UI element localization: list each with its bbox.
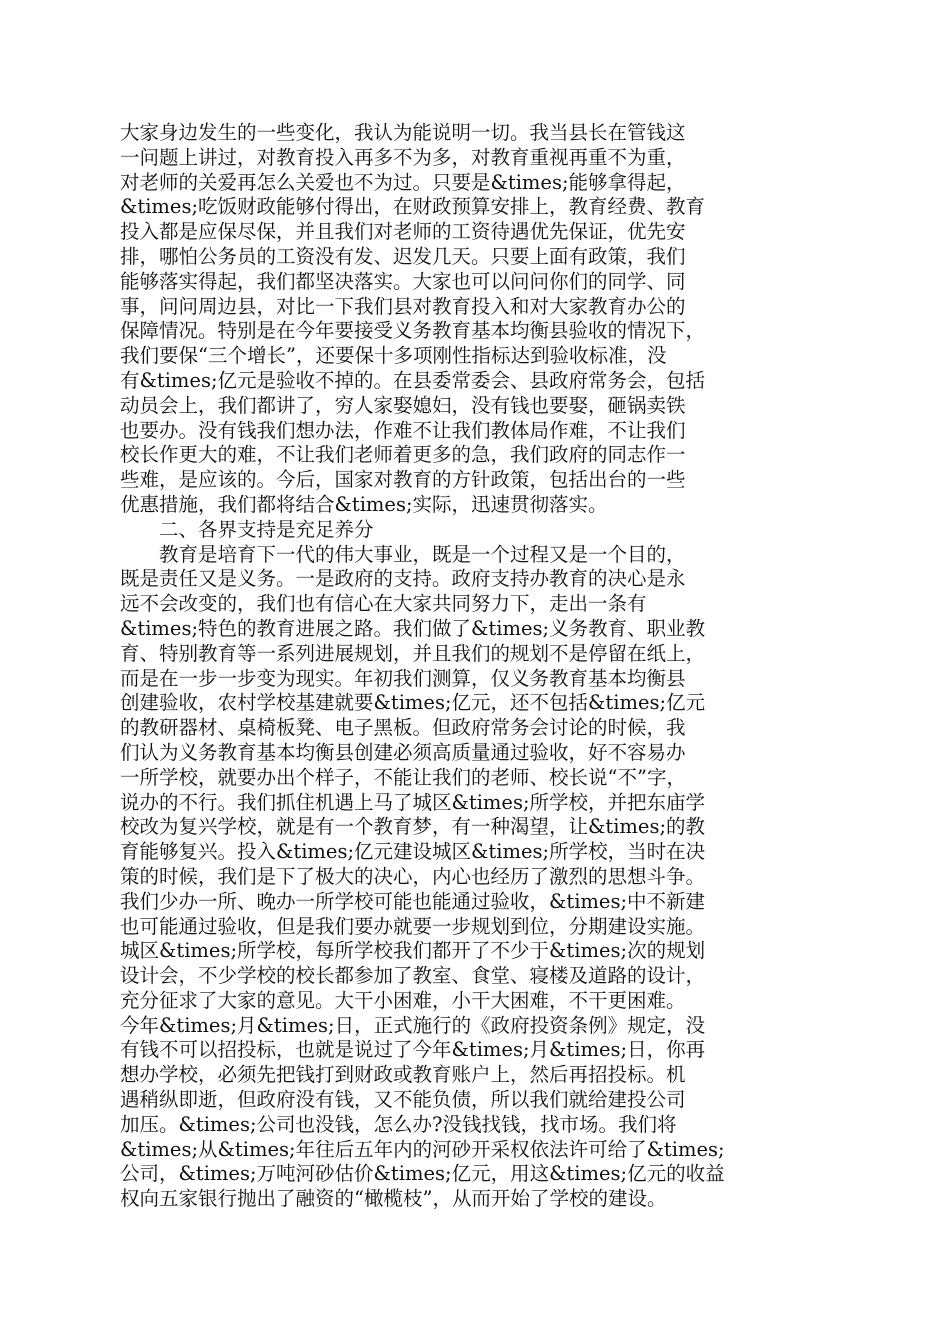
text-line: 排，哪怕公务员的工资没有发、迟发几天。只要上面有政策，我们 <box>120 244 686 268</box>
text-line: 校长作更大的难，不让我们老师着更多的急，我们政府的同志作一 <box>120 443 686 467</box>
text-line: 充分征求了大家的意见。大干小困难，小干大困难，不干更困难。 <box>120 988 686 1012</box>
text-line: 投入都是应保尽保，并且我们对老师的工资待遇优先保证，优先安 <box>120 220 686 244</box>
text-line: 加压。&times;公司也没钱，怎么办?没钱找钱，找市场。我们将 <box>120 1112 677 1136</box>
text-line: 我们要保“三个增长”，还要保十多项刚性指标达到验收标准，没 <box>120 344 667 368</box>
text-line: 也可能通过验收，但是我们要办就要一步规划到位，分期建设实施。 <box>120 914 706 938</box>
text-line: &times;从&times;年往后五年内的河砂开采权依法许可给了&times; <box>120 1137 725 1161</box>
text-line: 城区&times;所学校，每所学校我们都开了不少于&times;次的规划 <box>120 939 706 963</box>
text-line: 权向五家银行抛出了融资的“橄榄枝”，从而开始了学校的建设。 <box>120 1187 667 1211</box>
section-heading: 二、各界支持是充足养分 <box>120 517 374 541</box>
text-line: 创建验收，农村学校基建就要&times;亿元，还不包括&times;亿元 <box>120 691 706 715</box>
text-line: 有&times;亿元是验收不掉的。在县委常委会、县政府常务会，包括 <box>120 368 706 392</box>
text-line: 有钱不可以招投标，也就是说过了今年&times;月&times;日，你再 <box>120 1038 706 1062</box>
text-line: 大家身边发生的一些变化，我认为能说明一切。我当县长在管钱这 <box>120 121 686 144</box>
text-line: 校改为复兴学校，就是有一个教育梦，有一种渴望，让&times;的教 <box>120 815 706 839</box>
text-line: 优惠措施，我们都将结合&times;实际，迅速贯彻落实。 <box>120 492 608 516</box>
text-line: 育能够复兴。投入&times;亿元建设城区&times;所学校，当时在决 <box>120 840 706 864</box>
text-line: 想办学校，必须先把钱打到财政或教育账户上，然后再招投标。机 <box>120 1063 686 1087</box>
text-line: 动员会上，我们都讲了，穷人家娶媳妇，没有钱也要娶，砸锅卖铁 <box>120 393 686 417</box>
text-line: 而是在一步一步变为现实。年初我们测算，仅义务教育基本均衡县 <box>120 666 686 690</box>
text-line: 一所学校，就要办出个样子，不能让我们的老师、校长说“不”字， <box>120 765 686 789</box>
text-line: 教育是培育下一代的伟大事业，既是一个过程又是一个目的， <box>120 542 686 566</box>
text-line: 遇稍纵即逝，但政府没有钱，又不能负债，所以我们就给建投公司 <box>120 1088 686 1112</box>
text-line: 育、特别教育等一系列进展规划，并且我们的规划不是停留在纸上， <box>120 641 706 665</box>
text-line: 我们少办一所、晚办一所学校可能也能通过验收，&times;中不新建 <box>120 889 706 913</box>
text-line: 远不会改变的，我们也有信心在大家共同努力下，走出一条有 <box>120 592 647 616</box>
text-line: 们认为义务教育基本均衡县创建必须高质量通过验收，好不容易办 <box>120 740 686 764</box>
text-line: 保障情况。特别是在今年要接受义务教育基本均衡县验收的情况下， <box>120 319 706 343</box>
text-line: 些难，是应该的。今后，国家对教育的方针政策，包括出台的一些 <box>120 468 686 492</box>
text-line: 策的时候，我们是下了极大的决心，内心也经历了激烈的思想斗争。 <box>120 864 706 888</box>
text-line: 能够落实得起，我们都坚决落实。大家也可以问问你们的同学、同 <box>120 269 686 293</box>
text-line: &times;吃饭财政能够付得出，在财政预算安排上，教育经费、教育 <box>120 195 706 219</box>
text-line: 的教研器材、桌椅板凳、电子黑板。但政府常务会讨论的时候，我 <box>120 716 686 740</box>
text-line: 今年&times;月&times;日，正式施行的《政府投资条例》规定，没 <box>120 1013 706 1037</box>
text-line: 对老师的关爱再怎么关爱也不为过。只要是&times;能够拿得起， <box>120 170 686 194</box>
text-line: 说办的不行。我们抓住机遇上马了城区&times;所学校，并把东庙学 <box>120 790 706 814</box>
text-line: 也要办。没有钱我们想办法，作难不让我们教体局作难，不让我们 <box>120 418 686 442</box>
text-line: 事，问问周边县，对比一下我们县对教育投入和对大家教育办公的 <box>120 294 686 318</box>
text-line: 设计会，不少学校的校长都参加了教室、食堂、寝楼及道路的设计， <box>120 964 706 988</box>
document-page <box>120 121 830 1212</box>
text-line: 公司，&times;万吨河砂估价&times;亿元，用这&times;亿元的收益 <box>120 1162 725 1186</box>
text-line: 一问题上讲过，对教育投入再多不为多，对教育重视再重不为重， <box>120 145 686 169</box>
text-line: 既是责任又是义务。一是政府的支持。政府支持办教育的决心是永 <box>120 567 686 591</box>
text-line: &times;特色的教育进展之路。我们做了&times;义务教育、职业教 <box>120 616 706 640</box>
